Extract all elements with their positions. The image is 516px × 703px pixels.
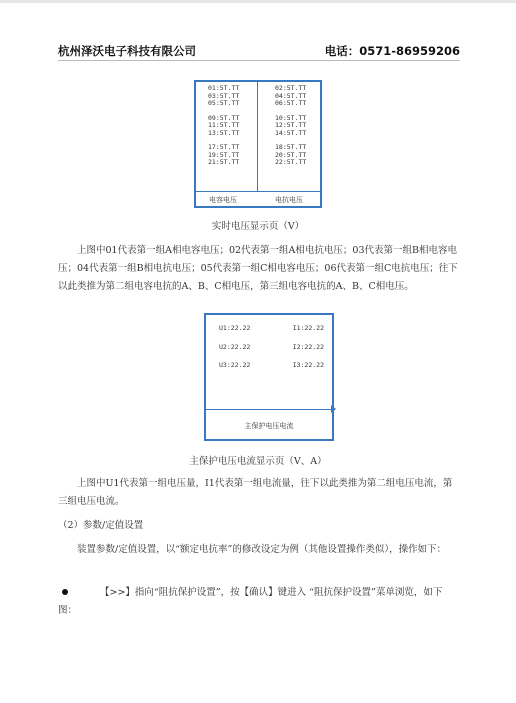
phone-number: 电话：0571-86959206: [324, 44, 460, 58]
top-border: [0, 0, 516, 3]
reading: 02:5T.TT: [275, 84, 307, 92]
reading: 03:5T.TT: [208, 91, 240, 100]
reading: 12:5T.TT: [275, 121, 307, 129]
tab-capacitor-voltage[interactable]: 电容电压: [209, 196, 237, 204]
tab-divider: [196, 191, 320, 192]
right-column: [275, 85, 306, 174]
right-group: [275, 115, 306, 138]
reading: 18:5T.TT: [275, 143, 307, 151]
current-reading: I3:22.22: [292, 361, 324, 369]
left-column: [208, 85, 239, 174]
voltage-display-screen: [194, 80, 322, 208]
voltage-reading: U1:22.22: [219, 324, 251, 332]
reading: 20:5T.TT: [275, 150, 307, 159]
reading-row: [219, 343, 324, 351]
paragraph-3: 装置参数/定值设置，以“额定电抗率”的修改设定为例（其他设置操作类似），操作如下：: [77, 544, 447, 555]
paragraph-2: 上图中U1代表第一组电压量，I1代表第一组电流量，往下以此类推为第二组电压电流，第三组电压电流。: [58, 478, 453, 507]
reading: 19:5T.TT: [208, 150, 240, 159]
reading: 17:5T.TT: [208, 143, 240, 151]
figure-caption-1: 实时电压显示页（V）: [211, 221, 305, 232]
reading: 09:5T.TT: [208, 113, 240, 122]
voltage-reading: U3:22.22: [219, 361, 251, 369]
reading-row: [219, 361, 324, 369]
reading: 05:5T.TT: [208, 99, 240, 107]
tab-divider: [206, 409, 332, 410]
arrow-right-icon: [331, 405, 336, 413]
left-group: [208, 144, 239, 167]
reading: 10:5T.TT: [275, 113, 307, 122]
current-reading: I2:22.22: [292, 343, 324, 351]
reading: 01:5T.TT: [208, 84, 240, 92]
reading: 13:5T.TT: [208, 128, 240, 137]
reading: 14:5T.TT: [275, 128, 307, 137]
reading: 11:5T.TT: [208, 121, 240, 129]
left-group: [208, 115, 239, 138]
tab-reactor-voltage[interactable]: 电抗电压: [275, 196, 303, 204]
reading: 06:5T.TT: [275, 99, 307, 107]
left-group: [208, 85, 239, 108]
voltage-reading: U2:22.22: [219, 343, 251, 351]
reading: 04:5T.TT: [275, 91, 307, 100]
company-name: 杭州泽沃电子科技有限公司: [58, 44, 196, 58]
protection-display-screen: [204, 313, 334, 441]
right-group: [275, 144, 306, 167]
reading-row: [219, 324, 324, 332]
bullet-paragraph: 【>>】指向“阻抗保护设置”，按【确认】键进入 “阻抗保护设置”菜单浏览，如下图：: [58, 587, 443, 616]
tab-main-protection[interactable]: 主保护电压电流: [244, 422, 294, 430]
column-divider: [257, 82, 258, 192]
current-reading: I1:22.22: [292, 324, 324, 332]
header-divider: [58, 60, 460, 61]
page-header: [58, 43, 460, 59]
paragraph-1: 上图中01代表第一组A相电容电压；02代表第一组A相电抗电压；03代表第一组B相电容电压；04代表第一组B相电抗电压；05代表第一组C相电容电压；06代表第一组C电抗电压；往下以此类推为第二组电容电抗的A、B、C相电压，第三组电容电抗的A、B、C相电压。: [58, 245, 458, 292]
reading: 22:5T.TT: [275, 158, 307, 166]
figure-caption-2: 主保护电压电流显示页（V、A）: [189, 456, 327, 467]
section-heading: （2）参数/定值设置: [58, 520, 144, 531]
reading: 21:5T.TT: [208, 158, 240, 166]
right-group: [275, 85, 306, 108]
